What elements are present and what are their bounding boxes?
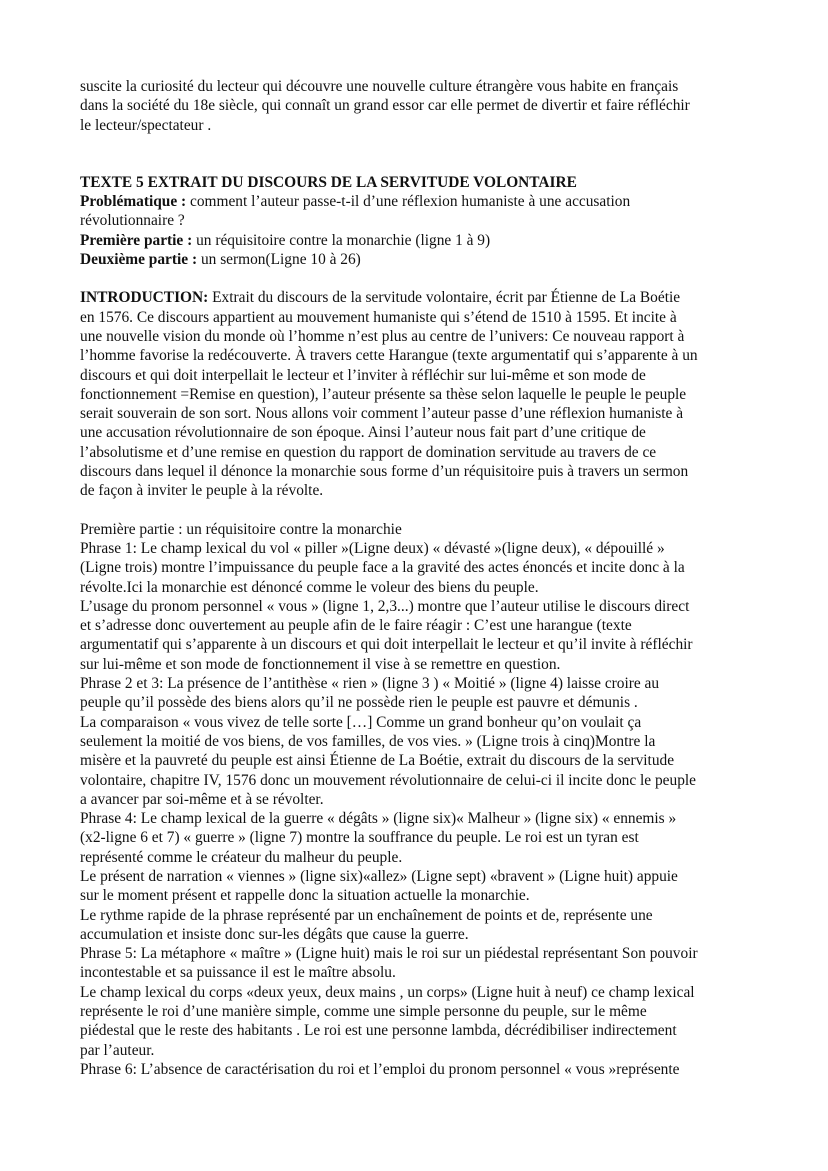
analysis-body [80, 520, 752, 1080]
text-line: peuple qu’il possède des biens alors qu’il ne possède rien le peuple est pauvre et démunis . [80, 694, 638, 712]
text-line: incontestable et sa puissance il est le maître absolu. [80, 964, 396, 982]
section-title: TEXTE 5 EXTRAIT DU DISCOURS DE LA SERVITUDE VOLONTAIRE [80, 173, 577, 191]
part-2-label: Deuxième partie : [80, 251, 198, 269]
text-line: en 1576. Ce discours appartient au mouvement humaniste qui s’étend de 1510 à 1595. Et incite à [80, 308, 677, 326]
text-line: volontaire, chapitre IV, 1576 donc un mouvement révolutionnaire de celui-ci il incite donc le peuple [80, 771, 696, 789]
text-line: le lecteur/spectateur . [80, 116, 212, 134]
text-line: seulement la moitié de vos biens, de vos familles, de vos vies. » (Ligne trois à cinq)Montre la [80, 732, 656, 750]
text-line: La comparaison « vous vivez de telle sorte […] Comme un grand bonheur qu’on voulait ça [80, 713, 642, 731]
text-line: représenté comme le créateur du malheur du peuple. [80, 848, 403, 866]
problematique-text: comment l’auteur passe-t-il d’une réflexion humaniste à une accusation [186, 193, 631, 211]
part-1-label: Première partie : [80, 231, 193, 249]
text-line: dans la société du 18e siècle, qui connaît un grand essor car elle permet de divertir et faire réfléchir [80, 97, 690, 115]
text-line: (x2-ligne 6 et 7) « guerre » (ligne 7) montre la souffrance du peuple. Le roi est un tyran est [80, 829, 639, 847]
part-2-text: un sermon(Ligne 10 à 26) [197, 251, 361, 269]
problematique-line-2: révolutionnaire ? [80, 212, 185, 230]
text-line: Le champ lexical du corps «deux yeux, deux mains , un corps» (Ligne huit à neuf) ce champ lexical [80, 983, 695, 1001]
text-line: Phrase 1: Le champ lexical du vol « piller »(Ligne deux) « dévasté »(ligne deux), « dépouillé » [80, 539, 665, 557]
part-heading: Première partie : un réquisitoire contre la monarchie [80, 520, 402, 538]
text-line: Le rythme rapide de la phrase représenté par un enchaînement de points et de, représente une [80, 906, 653, 924]
intro-paragraph [80, 77, 752, 135]
text-line: a avancer par soi-même et à se révolter. [80, 790, 324, 808]
text-line: argumentatif qui s’apparente à un discours et qui doit interpellait le lecteur et qu’il invite à réfléchir [80, 636, 693, 654]
problematique-label: Problématique : [80, 193, 187, 211]
text-line: Phrase 6: L’absence de caractérisation du roi et l’emploi du pronom personnel « vous »représente [80, 1060, 680, 1078]
text-line: misère et la pauvreté du peuple est ainsi Étienne de La Boétie, extrait du discours de la servitude [80, 752, 675, 770]
text-line: révolte.Ici la monarchie est dénoncé comme le voleur des biens du peuple. [80, 578, 539, 596]
text-line: par l’auteur. [80, 1041, 155, 1059]
introduction-first-line: INTRODUCTION: Extrait du discours de la servitude volontaire, écrit par Étienne de La Boétie [80, 289, 681, 307]
text-line: et s’adresse donc ouvertement au peuple afin de le faire réagir : C’est une harangue (texte [80, 617, 632, 635]
text-line: une nouvelle vision du monde où l’homme n’est plus au centre de l’univers: Ce nouveau rapport à [80, 327, 685, 345]
text-line: fonctionnement =Remise en question), l’auteur présente sa thèse selon laquelle le peuple le peuple [80, 385, 687, 403]
part-2-line [80, 250, 752, 269]
problematique-line [80, 192, 752, 211]
text-line: discours dans lequel il dénonce la monarchie sous forme d’un réquisitoire puis à travers un sermon [80, 463, 689, 481]
introduction-label: INTRODUCTION: [80, 289, 209, 307]
text-line: l’absolutisme et d’une remise en question du rapport de domination servitude au travers de ce [80, 443, 657, 461]
text-line: L’usage du pronom personnel « vous » (ligne 1, 2,3...) montre que l’auteur utilise le discours direct [80, 597, 690, 615]
introduction-paragraph [80, 288, 752, 500]
text-line: Phrase 5: La métaphore « maître » (Ligne huit) mais le roi sur un piédestal représentant Son pouvoir [80, 945, 698, 963]
text-line: une accusation révolutionnaire de son époque. Ainsi l’auteur nous fait part d’une critique de [80, 424, 646, 442]
text-line: discours et qui doit interpellait le lecteur et l’inviter à réfléchir sur lui-même et son mode de [80, 366, 646, 384]
text-line: l’homme favorise la redécouverte. À travers cette Harangue (texte argumentatif qui s’apparente à un [80, 347, 698, 365]
part-1-text: un réquisitoire contre la monarchie (ligne 1 à 9) [192, 231, 491, 249]
text-line: Le présent de narration « viennes » (ligne six)«allez» (Ligne sept) «bravent » (Ligne huit) appuie [80, 867, 678, 885]
text-line: serait souverain de son sort. Nous allons voir comment l’auteur passe d’une réflexion humaniste à [80, 405, 684, 423]
text-line: représente le roi d’une manière simple, comme une simple personne du peuple, sur le même [80, 1003, 647, 1021]
text-line: piédestal que le reste des habitants . Le roi est une personne lambda, décrédibiliser indirectement [80, 1022, 677, 1040]
text-line: suscite la curiosité du lecteur qui découvre une nouvelle culture étrangère vous habite en français [80, 78, 679, 95]
text-line: de façon à inviter le peuple à la révolte. [80, 482, 324, 500]
part-1-line [80, 231, 752, 250]
text-line: Phrase 4: Le champ lexical de la guerre « dégâts » (ligne six)« Malheur » (ligne six) « ennemis » [80, 810, 677, 828]
text-line: accumulation et insiste donc sur-les dégâts que cause la guerre. [80, 925, 469, 943]
text-line: sur lui-même et son mode de fonctionnement il vise à se remettre en question. [80, 655, 561, 673]
text-line: Phrase 2 et 3: La présence de l’antithèse « rien » (ligne 3 ) « Moitié » (ligne 4) laisse croire au [80, 675, 660, 693]
document-page [80, 77, 752, 1079]
text-line: sur le moment présent et rappelle donc la situation actuelle la monarchie. [80, 887, 530, 905]
text-line: (Ligne trois) montre l’impuissance du peuple face a la gravité des actes énoncés et incite donc à la [80, 559, 685, 577]
